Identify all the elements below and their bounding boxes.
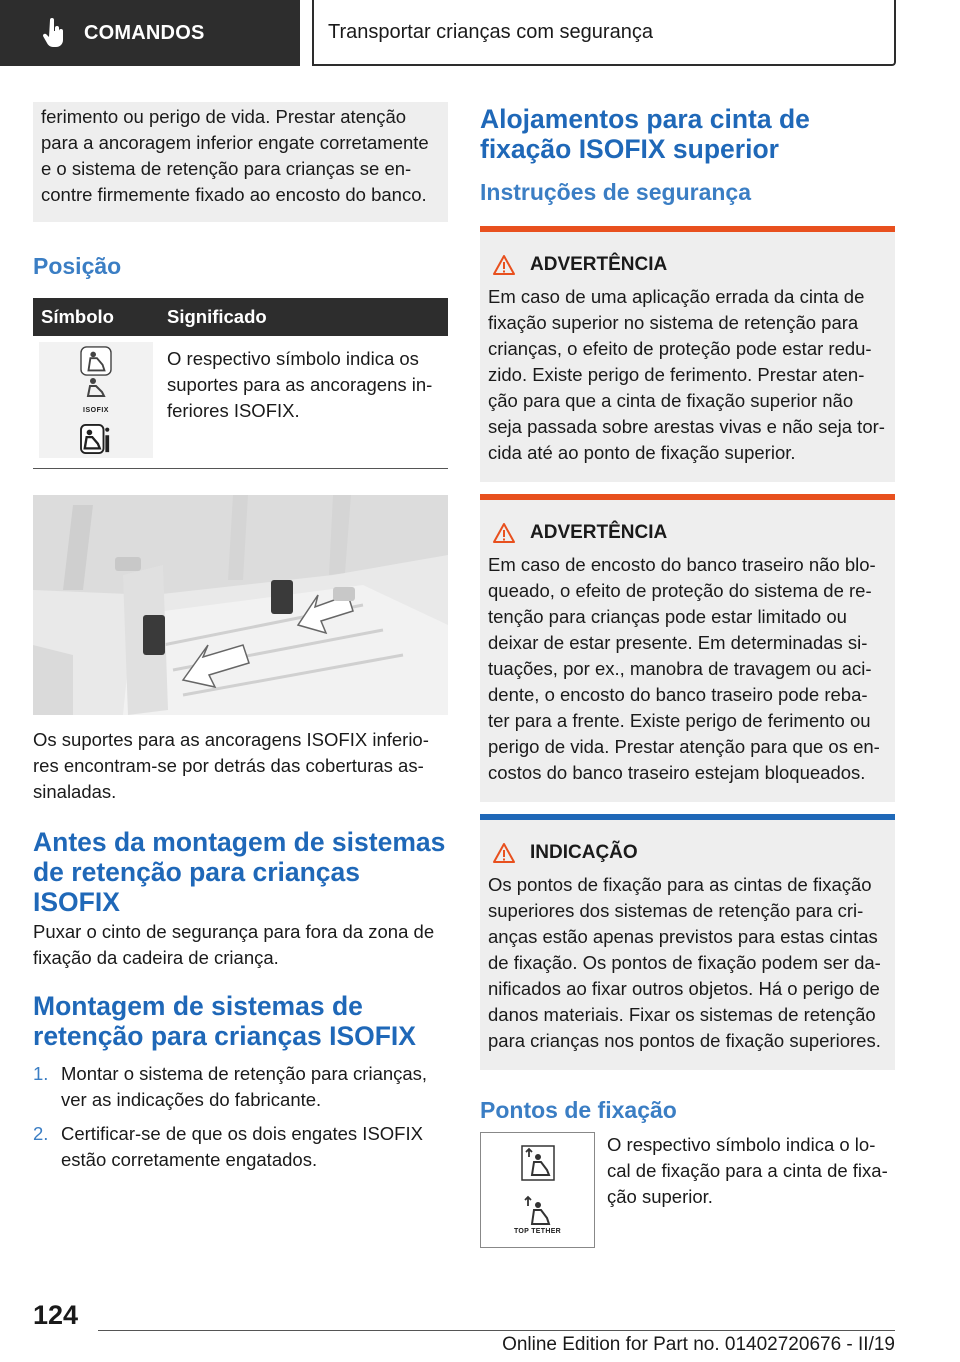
notice-line: para crianças nos pontos de fixação superiores.: [488, 1030, 881, 1051]
intro-line: para a ancoragem inferior engate corretamente: [41, 132, 429, 153]
pontos-body: [607, 1132, 888, 1248]
intro-line: ferimento ou perigo de vida. Prestar atenção: [41, 106, 407, 127]
chapter-title: Transportar crianças com segurança: [312, 0, 896, 66]
step-line: Certificar-se de que os dois engates ISOFIX: [61, 1123, 423, 1144]
body-line: Puxar o cinto de segurança para fora da zona de: [33, 921, 435, 942]
tether-row: [480, 1132, 895, 1248]
warning-line: fixação superior no sistema de retenção para: [488, 312, 859, 333]
safety-heading: Instruções de segurança: [480, 179, 751, 205]
list-item: [33, 1061, 448, 1113]
page-number: 124: [33, 1300, 79, 1330]
right-column: [480, 102, 895, 1248]
section-label: COMANDOS: [84, 21, 205, 44]
body-line: ção superior.: [607, 1186, 713, 1207]
symbol-cell: [33, 336, 159, 469]
antes-heading: [33, 827, 448, 917]
photo-caption: [33, 727, 448, 805]
heading-line: Antes da montagem de sistemas: [33, 827, 446, 857]
intro-line: contre firmemente fixado ao encosto do banco.: [41, 184, 427, 205]
top-tether-icon: [521, 1145, 555, 1181]
symbol-table: [33, 298, 448, 469]
caption-line: sinaladas.: [33, 781, 117, 802]
warning-line: deixar de estar presente. Em determinadas si-: [488, 632, 868, 653]
notice-line: nificados ao fixar outros objetos. Há o perigo de: [488, 978, 880, 999]
warning-triangle-icon: [492, 254, 516, 276]
column-header-meaning: Significado: [159, 298, 448, 336]
notice-line: de fixação. Os pontos de fixação podem ser da-: [488, 952, 881, 973]
warning-line: costos do banco traseiro estejam bloqueados.: [488, 762, 866, 783]
heading-line: fixação ISOFIX superior: [480, 134, 779, 164]
isofix-symbol-group: [39, 342, 153, 458]
step-line: estão corretamente engatados.: [61, 1149, 318, 1170]
antes-body: [33, 919, 448, 971]
rear-seat-illustration: [33, 495, 448, 715]
heading-line: retenção para crianças ISOFIX: [33, 1021, 416, 1051]
left-column: [33, 102, 448, 1181]
step-text: [61, 1121, 423, 1173]
heading-line: Alojamentos para cinta de: [480, 104, 810, 134]
warning-header: [488, 520, 887, 546]
body-line: fixação da cadeira de criança.: [33, 947, 279, 968]
page-header: [0, 0, 960, 66]
meaning-cell: [159, 336, 448, 469]
notice-box: [480, 814, 895, 1070]
body-line: O respectivo símbolo indica o lo-: [607, 1134, 876, 1155]
warning-line: tenção para crianças pode estar limitado ou: [488, 606, 847, 627]
edition-text: Online Edition for Part no. 01402720676 - II/19: [502, 1334, 895, 1355]
table-row: [33, 336, 448, 469]
warning-triangle-icon: [492, 522, 516, 544]
child-seat-info-icon: [79, 424, 113, 454]
meaning-line: O respectivo símbolo indica os: [167, 348, 419, 369]
warning-box: [480, 226, 895, 482]
step-text: [61, 1061, 427, 1113]
warning-box: [480, 494, 895, 802]
warning-header: [488, 252, 887, 278]
heading-line: ISOFIX: [33, 887, 120, 917]
warning-line: ter para a frente. Existe perigo de ferimento ou: [488, 710, 871, 731]
notice-line: anças estão apenas previstos para estas cintas: [488, 926, 878, 947]
warning-line: queado, o efeito de proteção do sistema de re-: [488, 580, 872, 601]
warning-line: ção para que a cinta de fixação superior não: [488, 390, 854, 411]
step-line: Montar o sistema de retenção para crianças,: [61, 1063, 428, 1084]
meaning-line: suportes para as ancoragens in-: [167, 374, 433, 395]
meaning-line: feriores ISOFIX.: [167, 400, 300, 421]
step-number: 2.: [33, 1123, 49, 1144]
body-line: cal de fixação para a cinta de fixa-: [607, 1160, 888, 1181]
step-line: ver as indicações do fabricante.: [61, 1089, 322, 1110]
steps-list: [33, 1061, 448, 1173]
caption-line: res encontram-se por detrás das coberturas as-: [33, 755, 424, 776]
warning-line: tuações, por ex., manobra de travagem ou aci-: [488, 658, 872, 679]
heading-line: de retenção para crianças: [33, 857, 361, 887]
warning-line: seja passada sobre arestas vivas e não seja tor-: [488, 416, 885, 437]
isofix-label-group: [81, 376, 111, 424]
warning-line: perigo de vida. Prestar atenção para que os en-: [488, 736, 880, 757]
column-header-symbol: Símbolo: [33, 298, 159, 336]
warning-line: crianças, o efeito de proteção pode estar redu-: [488, 338, 872, 359]
alojamentos-heading: [480, 104, 895, 164]
warning-line: cida até ao ponto de fixação superior.: [488, 442, 796, 463]
warning-triangle-icon: [492, 842, 516, 864]
notice-line: superiores dos sistemas de retenção para cri-: [488, 900, 864, 921]
intro-line: e o sistema de retenção para crianças se en-: [41, 158, 412, 179]
notice-line: danos materiais. Fixar os sistemas de retenção: [488, 1004, 876, 1025]
section-tab: [0, 0, 300, 66]
rear-seat-photo: [33, 495, 448, 715]
warning-line: zido. Existe perigo de ferimento. Prestar aten-: [488, 364, 865, 385]
notice-header: [488, 840, 887, 866]
top-tether-icon: [521, 1194, 555, 1228]
child-seat-icon: [81, 376, 111, 398]
warning-line: Em caso de uma aplicação errada da cinta de: [488, 286, 865, 307]
tether-symbol-group: [480, 1132, 595, 1248]
tether-label-group: [514, 1194, 561, 1235]
heading-line: Montagem de sistemas de: [33, 991, 363, 1021]
pontos-heading: Pontos de fixação: [480, 1097, 677, 1123]
warning-label: ADVERTÊNCIA: [530, 254, 668, 275]
list-item: [33, 1121, 448, 1173]
isofix-caption: ISOFIX: [83, 407, 109, 414]
posicao-heading: Posição: [33, 253, 122, 279]
montagem-heading: [33, 991, 448, 1051]
notice-label: INDICAÇÃO: [530, 842, 638, 863]
intro-box: [33, 102, 448, 222]
footer-divider: [98, 1330, 895, 1331]
warning-line: Em caso de encosto do banco traseiro não blo-: [488, 554, 876, 575]
table-header-row: [33, 298, 448, 336]
hand-pointer-icon: [42, 18, 66, 48]
step-number: 1.: [33, 1063, 49, 1084]
child-seat-icon: [79, 346, 113, 376]
tether-caption: TOP TETHER: [513, 1227, 562, 1235]
caption-line: Os suportes para as ancoragens ISOFIX inferio-: [33, 729, 429, 750]
warning-line: dente, o encosto do banco traseiro pode reba-: [488, 684, 868, 705]
notice-line: Os pontos de fixação para as cintas de fixação: [488, 874, 872, 895]
warning-label: ADVERTÊNCIA: [530, 522, 668, 543]
